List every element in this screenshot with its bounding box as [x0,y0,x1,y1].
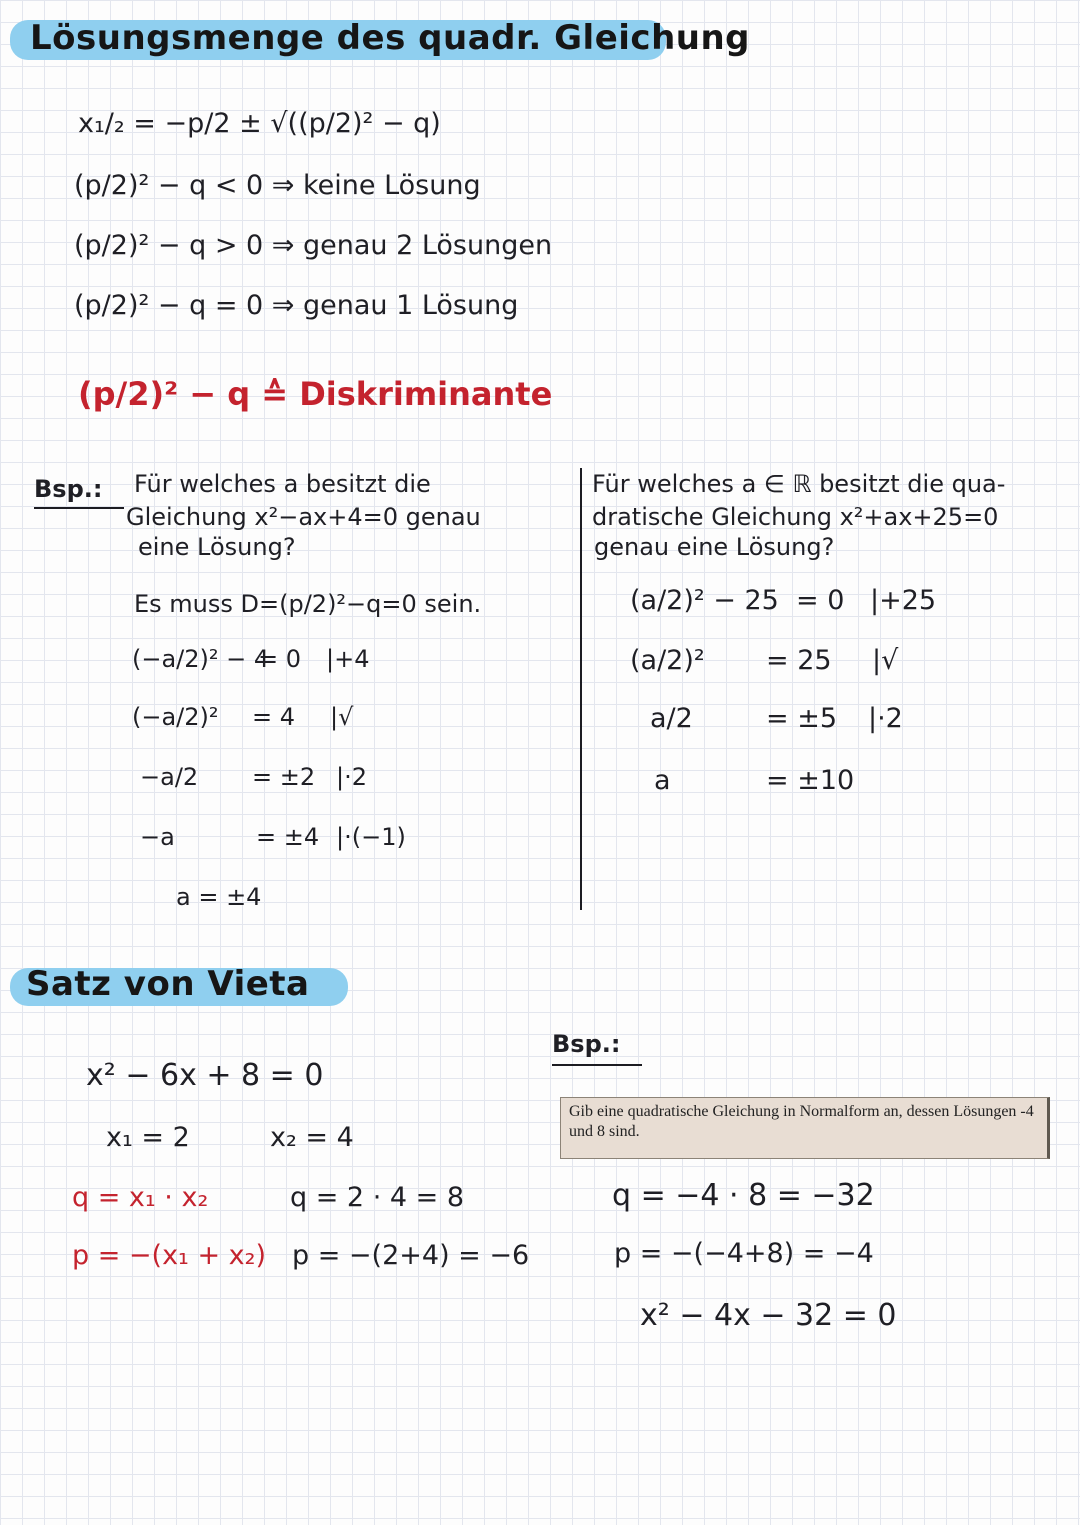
vieta-q-calc: q = 2 · 4 = 8 [290,1182,464,1213]
example2-step2-rhs: = 25 [766,645,832,676]
example2-question-line2: dratische Gleichung x²+ax+25=0 [592,503,999,531]
page-title: Lösungsmenge des quadr. Gleichung [30,18,751,58]
example1-label: Bsp.: [34,475,103,503]
example3-result: x² − 4x − 32 = 0 [640,1298,897,1333]
example1-step3-op: |·2 [336,763,367,791]
example2-step1-rhs: = 0 [796,585,845,616]
example1-result: a = ±4 [176,883,262,911]
example1-step1-rhs: = 0 [258,645,302,673]
example2-step4-rhs: = ±10 [766,765,855,796]
column-divider [580,468,582,910]
example2-step1-lhs: (a/2)² − 25 [630,585,779,616]
example1-step4-lhs: −a [140,823,175,851]
example1-step3-rhs: = ±2 [252,763,316,791]
example2-question-line1: Für welches a ∈ ℝ besitzt die qua- [592,470,1006,498]
vieta-x1: x₁ = 2 [106,1122,190,1153]
example2-step3-lhs: a/2 [650,703,693,734]
example1-step4-rhs: = ±4 [256,823,320,851]
example1-step3-lhs: −a/2 [140,763,199,791]
vieta-title: Satz von Vieta [26,964,310,1004]
example1-step2-op: |√ [330,703,354,731]
example3-task-box: Gib eine quadratische Gleichung in Normalform an, dessen Lösungen -4 und 8 sind. [560,1097,1050,1159]
example1-condition: Es muss D=(p/2)²−q=0 sein. [134,590,482,618]
case-two-solutions: (p/2)² − q > 0 ⇒ genau 2 Lösungen [74,230,553,261]
example2-step1-op: |+25 [870,585,937,616]
example3-label: Bsp.: [552,1030,621,1058]
example1-step4-op: |·(−1) [336,823,406,851]
vieta-equation: x² − 6x + 8 = 0 [86,1058,324,1093]
vieta-x2: x₂ = 4 [270,1122,354,1153]
discriminant-definition: (p/2)² − q ≙ Diskriminante [78,375,553,413]
example2-question-line3: genau eine Lösung? [594,533,835,561]
vieta-p-rule: p = −(x₁ + x₂) [72,1240,267,1271]
example1-step2-rhs: = 4 [252,703,296,731]
example2-step2-lhs: (a/2)² [630,645,705,676]
example3-p-calc: p = −(−4+8) = −4 [614,1238,874,1269]
example3-q-calc: q = −4 · 8 = −32 [612,1178,875,1213]
example2-step3-rhs: = ±5 [766,703,838,734]
example1-question-line3: eine Lösung? [138,533,296,561]
example1-label-underline [34,507,124,509]
example2-step3-op: |·2 [868,703,903,734]
example1-question-line1: Für welches a besitzt die [134,470,431,498]
example1-step2-lhs: (−a/2)² [132,703,219,731]
pq-formula: x₁/₂ = −p/2 ± √((p/2)² − q) [78,108,441,139]
example3-label-underline [552,1064,642,1066]
example1-question-line2: Gleichung x²−ax+4=0 genau [126,503,481,531]
example2-step2-op: |√ [872,645,899,676]
case-no-solution: (p/2)² − q < 0 ⇒ keine Lösung [74,170,481,201]
example1-step1-lhs: (−a/2)² − 4 [132,645,270,673]
example2-step4-lhs: a [654,765,671,796]
vieta-p-calc: p = −(2+4) = −6 [292,1240,530,1271]
vieta-q-rule: q = x₁ · x₂ [72,1182,209,1213]
example1-step1-op: |+4 [326,645,370,673]
case-one-solution: (p/2)² − q = 0 ⇒ genau 1 Lösung [74,290,519,321]
